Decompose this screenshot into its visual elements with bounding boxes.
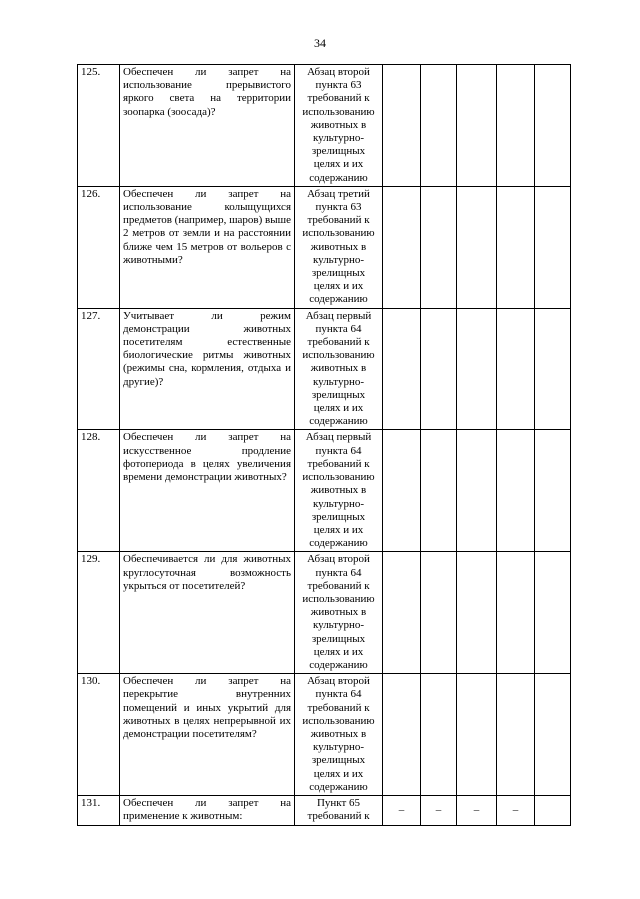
answer-cell-no	[421, 186, 457, 308]
answer-cell-yes	[383, 308, 421, 430]
table-row	[78, 65, 571, 187]
answer-cell-na	[457, 674, 497, 796]
requirement-reference: Абзац второй пункта 64 требований к использованию животных в культурно-зрелищных целях и их содержанию	[295, 552, 383, 674]
row-number: 126.	[78, 186, 120, 308]
requirement-reference: Абзац второй пункта 63 требований к использованию животных в культурно-зрелищных целях и их содержанию	[295, 65, 383, 187]
answer-cell-comment	[497, 674, 535, 796]
checklist-table	[77, 64, 571, 826]
row-number: 128.	[78, 430, 120, 552]
answer-cell-extra	[535, 674, 571, 796]
answer-cell-no	[421, 308, 457, 430]
question-text: Обеспечен ли запрет на искусственное продление фотопериода в целях увеличения времени демонстрации животных?	[120, 430, 295, 552]
row-number: 129.	[78, 552, 120, 674]
row-number: 125.	[78, 65, 120, 187]
answer-cell-extra	[535, 65, 571, 187]
answer-cell-yes	[383, 65, 421, 187]
answer-cell-yes	[383, 430, 421, 552]
requirement-reference: Абзац второй пункта 64 требований к использованию животных в культурно-зрелищных целях и их содержанию	[295, 674, 383, 796]
table-row	[78, 308, 571, 430]
answer-cell-yes: –	[383, 795, 421, 825]
answer-cell-comment	[497, 552, 535, 674]
table-row	[78, 795, 571, 825]
question-text: Обеспечен ли запрет на применение к животным:	[120, 795, 295, 825]
requirement-reference: Абзац первый пункта 64 требований к использованию животных в культурно-зрелищных целях и их содержанию	[295, 430, 383, 552]
answer-cell-extra	[535, 430, 571, 552]
question-text: Обеспечен ли запрет на перекрытие внутренних помещений и иных укрытий для животных в целях непрерывной их демонстрации посетителям?	[120, 674, 295, 796]
answer-cell-comment	[497, 186, 535, 308]
answer-cell-no	[421, 430, 457, 552]
answer-cell-comment	[497, 430, 535, 552]
answer-cell-extra	[535, 308, 571, 430]
question-text: Обеспечен ли запрет на использование прерывистого яркого света на территории зоопарка (зоосада)?	[120, 65, 295, 187]
answer-cell-extra	[535, 795, 571, 825]
answer-cell-comment	[497, 308, 535, 430]
row-number: 127.	[78, 308, 120, 430]
page-number: 34	[314, 36, 326, 50]
answer-cell-no: –	[421, 795, 457, 825]
answer-cell-comment: –	[497, 795, 535, 825]
answer-cell-no	[421, 674, 457, 796]
question-text: Обеспечивается ли для животных круглосуточная возможность укрыться от посетителей?	[120, 552, 295, 674]
answer-cell-yes	[383, 674, 421, 796]
table-row	[78, 552, 571, 674]
row-number: 130.	[78, 674, 120, 796]
answer-cell-na	[457, 552, 497, 674]
question-text: Обеспечен ли запрет на использование колыщущихся предметов (например, шаров) выше 2 метров от земли и на расстоянии ближе чем 15 метров от вольеров с животными?	[120, 186, 295, 308]
answer-cell-yes	[383, 552, 421, 674]
answer-cell-na	[457, 65, 497, 187]
answer-cell-extra	[535, 186, 571, 308]
answer-cell-na: –	[457, 795, 497, 825]
table-row	[78, 430, 571, 552]
question-text: Учитывает ли режим демонстрации животных посетителям естественные биологические ритмы животных (режимы сна, кормления, отдыха и другие)?	[120, 308, 295, 430]
answer-cell-no	[421, 65, 457, 187]
requirement-reference: Абзац третий пункта 63 требований к использованию животных в культурно-зрелищных целях и их содержанию	[295, 186, 383, 308]
answer-cell-yes	[383, 186, 421, 308]
answer-cell-na	[457, 308, 497, 430]
table-row	[78, 186, 571, 308]
answer-cell-na	[457, 186, 497, 308]
requirement-reference: Пункт 65 требований к	[295, 795, 383, 825]
row-number: 131.	[78, 795, 120, 825]
requirement-reference: Абзац первый пункта 64 требований к использованию животных в культурно-зрелищных целях и их содержанию	[295, 308, 383, 430]
answer-cell-no	[421, 552, 457, 674]
answer-cell-extra	[535, 552, 571, 674]
table-row	[78, 674, 571, 796]
answer-cell-na	[457, 430, 497, 552]
answer-cell-comment	[497, 65, 535, 187]
